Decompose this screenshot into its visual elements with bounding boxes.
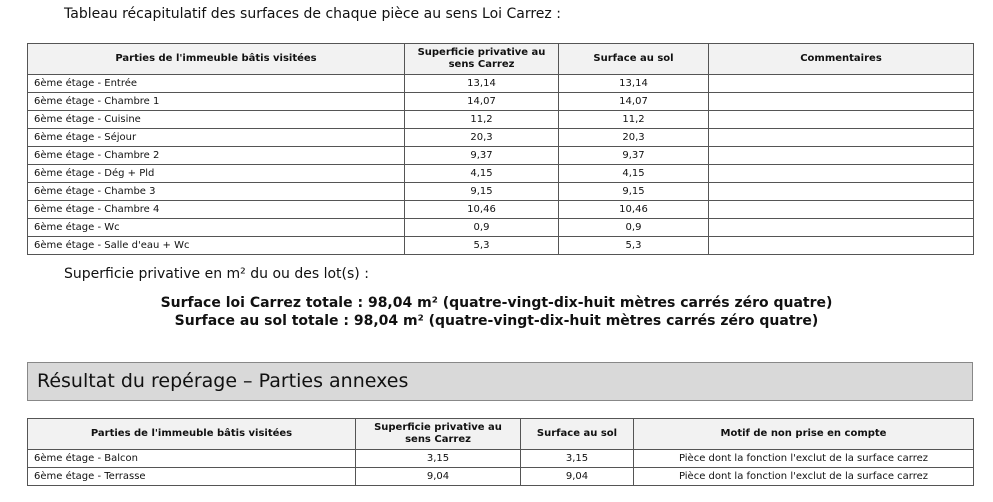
carrez-area-cell: 9,37 [405, 147, 559, 165]
carrez-area-cell: 10,46 [405, 201, 559, 219]
room-name-cell: 6ème étage - Cuisine [28, 111, 405, 129]
room-name-cell: 6ème étage - Chambe 3 [28, 183, 405, 201]
total-surface-sol: Surface au sol totale : 98,04 m² (quatre-vingt-dix-huit mètres carrés zéro quatre) [174, 313, 819, 329]
summary-label: Superficie privative en m² du ou des lot(s) : [64, 266, 369, 282]
table-row [28, 183, 974, 201]
room-name-cell: 6ème étage - Balcon [28, 450, 356, 468]
column-header-superficie-carrez: Superficie privative au sens Carrez [405, 44, 559, 75]
column-header-surface-sol: Surface au sol [559, 44, 709, 75]
table-header-row [28, 419, 974, 450]
floor-area-cell: 9,04 [521, 468, 634, 486]
floor-area-cell: 5,3 [559, 237, 709, 255]
table-row [28, 93, 974, 111]
carrez-area-cell: 3,15 [356, 450, 521, 468]
table-row [28, 468, 974, 486]
carrez-area-cell: 5,3 [405, 237, 559, 255]
comment-cell [709, 165, 974, 183]
column-header-motif: Motif de non prise en compte [634, 419, 974, 450]
floor-area-cell: 20,3 [559, 129, 709, 147]
room-name-cell: 6ème étage - Wc [28, 219, 405, 237]
floor-area-cell: 10,46 [559, 201, 709, 219]
floor-area-cell: 9,37 [559, 147, 709, 165]
motif-cell: Pièce dont la fonction l'exclut de la surface carrez [634, 468, 974, 486]
room-name-cell: 6ème étage - Séjour [28, 129, 405, 147]
carrez-area-cell: 9,15 [405, 183, 559, 201]
table-row [28, 147, 974, 165]
column-header-surface-sol: Surface au sol [521, 419, 634, 450]
comment-cell [709, 93, 974, 111]
carrez-area-cell: 4,15 [405, 165, 559, 183]
column-header-parties: Parties de l'immeuble bâtis visitées [28, 419, 356, 450]
table-row [28, 129, 974, 147]
floor-area-cell: 9,15 [559, 183, 709, 201]
table-row [28, 219, 974, 237]
room-name-cell: 6ème étage - Entrée [28, 75, 405, 93]
room-name-cell: 6ème étage - Chambre 2 [28, 147, 405, 165]
comment-cell [709, 75, 974, 93]
column-header-superficie-carrez: Superficie privative au sens Carrez [356, 419, 521, 450]
table-row [28, 237, 974, 255]
comment-cell [709, 129, 974, 147]
floor-area-cell: 14,07 [559, 93, 709, 111]
section-header [27, 362, 973, 401]
column-header-commentaires: Commentaires [709, 44, 974, 75]
comment-cell [709, 147, 974, 165]
floor-area-cell: 11,2 [559, 111, 709, 129]
column-header-parties: Parties de l'immeuble bâtis visitées [28, 44, 405, 75]
room-name-cell: 6ème étage - Terrasse [28, 468, 356, 486]
comment-cell [709, 201, 974, 219]
carrez-area-cell: 9,04 [356, 468, 521, 486]
section-title: Résultat du repérage – Parties annexes [37, 370, 409, 392]
floor-area-cell: 4,15 [559, 165, 709, 183]
table-row [28, 75, 974, 93]
comment-cell [709, 183, 974, 201]
carrez-area-cell: 20,3 [405, 129, 559, 147]
carrez-area-cell: 13,14 [405, 75, 559, 93]
room-name-cell: 6ème étage - Chambre 4 [28, 201, 405, 219]
comment-cell [709, 237, 974, 255]
comment-cell [709, 111, 974, 129]
total-carrez: Surface loi Carrez totale : 98,04 m² (quatre-vingt-dix-huit mètres carrés zéro quatre) [160, 295, 833, 311]
carrez-area-cell: 11,2 [405, 111, 559, 129]
table-row [28, 201, 974, 219]
room-name-cell: 6ème étage - Dég + Pld [28, 165, 405, 183]
floor-area-cell: 0,9 [559, 219, 709, 237]
table-row [28, 165, 974, 183]
floor-area-cell: 13,14 [559, 75, 709, 93]
carrez-area-cell: 14,07 [405, 93, 559, 111]
comment-cell [709, 219, 974, 237]
carrez-surface-table [27, 43, 974, 255]
floor-area-cell: 3,15 [521, 450, 634, 468]
room-name-cell: 6ème étage - Chambre 1 [28, 93, 405, 111]
table-header-row [28, 44, 974, 75]
room-name-cell: 6ème étage - Salle d'eau + Wc [28, 237, 405, 255]
annex-surface-table [27, 418, 974, 486]
table-row [28, 450, 974, 468]
intro-text: Tableau récapitulatif des surfaces de chaque pièce au sens Loi Carrez : [64, 6, 561, 22]
table-row [28, 111, 974, 129]
motif-cell: Pièce dont la fonction l'exclut de la surface carrez [634, 450, 974, 468]
carrez-area-cell: 0,9 [405, 219, 559, 237]
